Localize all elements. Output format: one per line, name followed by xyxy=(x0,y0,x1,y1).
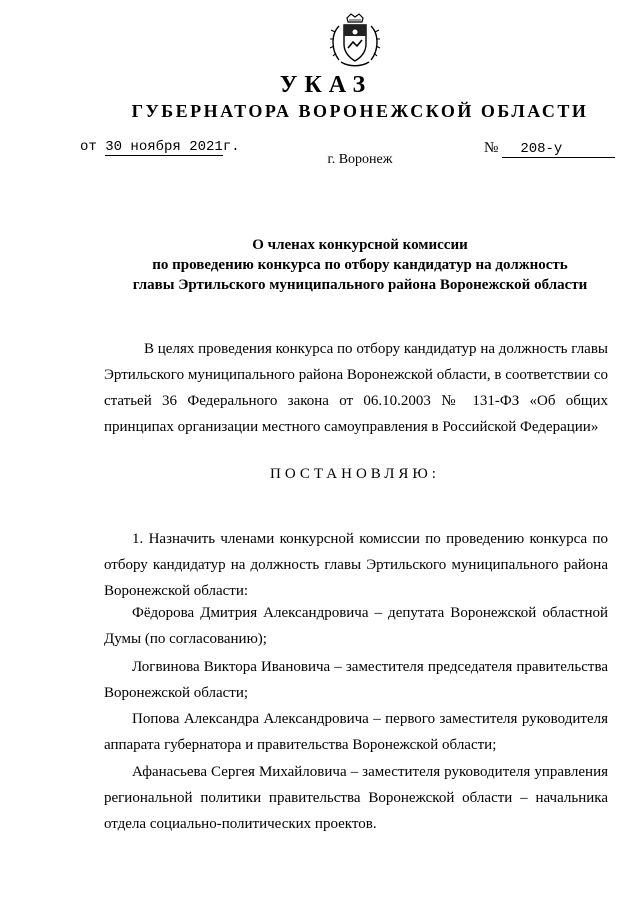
city: г. Воронеж xyxy=(327,152,393,167)
member-item: Афанасьева Сергея Михайловича – заместителя руководителя управления региональной политики правительства Воронежской области – начальника отдела социально-политических проектов. xyxy=(104,764,608,832)
member-item: Логвинова Виктора Ивановича – заместителя председателя правительства Воронежской области; xyxy=(104,659,608,701)
coat-of-arms-icon xyxy=(329,12,381,70)
number-value: 208-у xyxy=(502,142,615,158)
decree-word: ПОСТАНОВЛЯЮ: xyxy=(270,466,440,482)
document-subtitle: ГУБЕРНАТОРА ВОРОНЕЖСКОЙ ОБЛАСТИ xyxy=(131,101,589,121)
member-item: Попова Александра Александровича – первого заместителя руководителя аппарата губернатора и правительства Воронежской области; xyxy=(104,711,608,753)
date-value: 30 ноября 2021 xyxy=(105,139,223,155)
date-prefix: от xyxy=(80,139,97,155)
document-title: УКАЗ xyxy=(279,72,373,98)
date-suffix: г. xyxy=(222,139,240,155)
subject-line-3: главы Эртильского муниципального района Воронежской области xyxy=(132,277,588,293)
subject-line-2: по проведению конкурса по отбору кандидатур на должность xyxy=(152,257,568,273)
number-prefix: № xyxy=(484,140,499,156)
subject-heading xyxy=(100,235,620,295)
item-1-paragraph: 1. Назначить членами конкурсной комиссии по проведению конкурса по отбору кандидатур на должность главы Эртильского муниципального района Воронежской области: xyxy=(104,531,608,599)
intro-paragraph: В целях проведения конкурса по отбору кандидатур на должность главы Эртильского муниципального района Воронежской области, в соответствии со статьей 36 Федерального закона от 06.10.2003 № 131-ФЗ «Об общих принципах организации местного самоуправления в Российской Федерации» xyxy=(104,341,608,435)
subject-line-1: О членах конкурсной комиссии xyxy=(252,237,468,253)
member-item: Фёдорова Дмитрия Александровича – депутата Воронежской областной Думы (по согласованию); xyxy=(104,605,608,647)
